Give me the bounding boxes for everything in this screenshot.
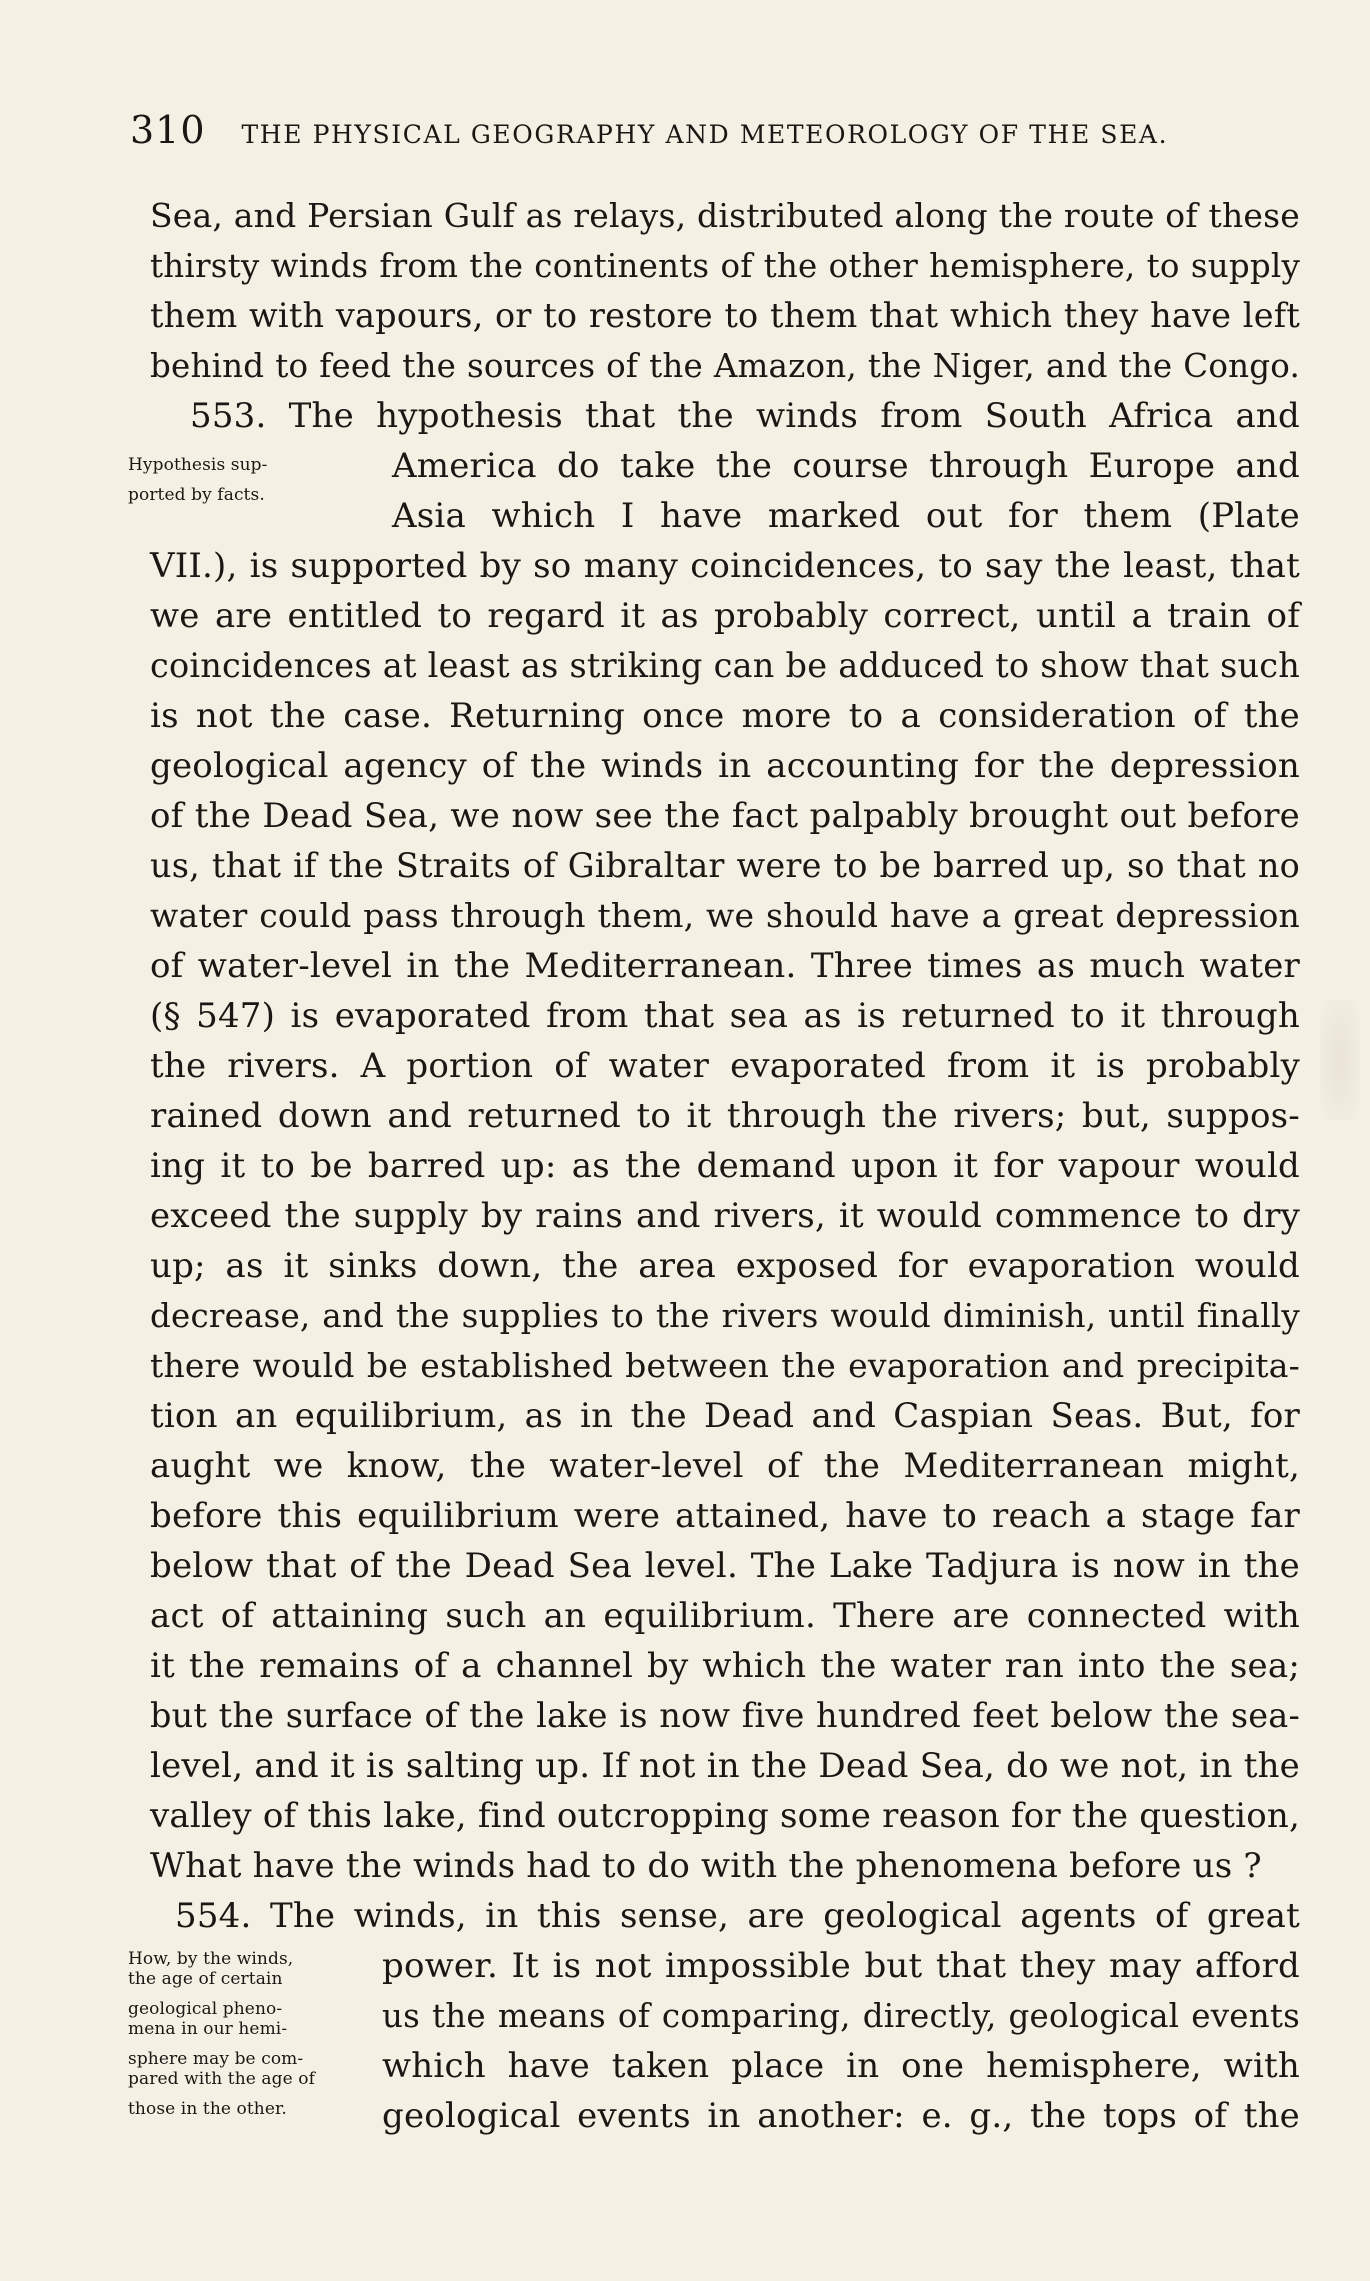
- body-line: below that of the Dead Sea level. The Lake Tadjura is now in the: [150, 1546, 1300, 1586]
- body-line: level, and it is salting up. If not in the Dead Sea, do we not, in the: [150, 1746, 1300, 1786]
- body-line: geological events in another: e. g., the tops of the: [382, 2096, 1300, 2136]
- body-line: before this equilibrium were attained, have to reach a stage far: [150, 1496, 1300, 1536]
- body-line: rained down and returned to it through the rivers; but, suppos-: [150, 1096, 1300, 1136]
- body-line: decrease, and the supplies to the rivers would diminish, until finally: [150, 1297, 1300, 1335]
- body-line: America do take the course through Europe and: [392, 446, 1300, 486]
- body-line: it the remains of a channel by which the water ran into the sea;: [150, 1646, 1300, 1686]
- body-line: we are entitled to regard it as probably correct, until a train of: [150, 596, 1300, 636]
- body-line: the rivers. A portion of water evaporated from it is probably: [150, 1046, 1300, 1086]
- body-line: of the Dead Sea, we now see the fact palpably brought out before: [150, 796, 1300, 836]
- body-line: power. It is not impossible but that they may afford: [382, 1946, 1300, 1986]
- side-note-line: geological pheno-: [128, 1999, 283, 2019]
- body-line: water could pass through them, we should have a great depression: [150, 896, 1300, 935]
- body-line: (§ 547) is evaporated from that sea as is returned to it through: [150, 996, 1300, 1036]
- side-note-line: pared with the age of: [128, 2069, 316, 2089]
- side-note-line: those in the other.: [128, 2099, 287, 2119]
- body-line: us the means of comparing, directly, geological events: [382, 1997, 1300, 2035]
- side-note-line: mena in our hemi-: [128, 2019, 288, 2039]
- body-line: but the surface of the lake is now five hundred feet below the sea-: [150, 1696, 1300, 1735]
- body-line: valley of this lake, find outcropping some reason for the question,: [150, 1796, 1300, 1836]
- body-line: exceed the supply by rains and rivers, it would commence to dry: [150, 1196, 1300, 1236]
- body-line: 553. The hypothesis that the winds from South Africa and: [190, 396, 1300, 436]
- body-line: VII.), is supported by so many coincidences, to say the least, that: [150, 546, 1300, 586]
- side-note-line: sphere may be com-: [128, 2049, 304, 2069]
- side-note-line: How, by the winds,: [128, 1949, 294, 1969]
- body-line: geological agency of the winds in accounting for the depression: [150, 746, 1300, 786]
- body-line: coincidences at least as striking can be adduced to show that such: [150, 646, 1300, 685]
- body-line: Asia which I have marked out for them (Plate: [392, 496, 1300, 536]
- body-line: them with vapours, or to restore to them that which they have left: [150, 296, 1300, 335]
- body-line: up; as it sinks down, the area exposed for evaporation would: [150, 1246, 1300, 1286]
- body-line: which have taken place in one hemisphere, with: [382, 2046, 1300, 2086]
- body-line: is not the case. Returning once more to a consideration of the: [150, 696, 1300, 736]
- body-line: tion an equilibrium, as in the Dead and Caspian Seas. But, for: [150, 1396, 1300, 1436]
- body-line: Sea, and Persian Gulf as relays, distributed along the route of these: [150, 196, 1300, 235]
- side-note-line: the age of certain: [128, 1969, 283, 1989]
- body-line: behind to feed the sources of the Amazon, the Niger, and the Congo.: [150, 347, 1300, 385]
- body-line: of water-level in the Mediterranean. Three times as much water: [150, 946, 1300, 986]
- body-line: What have the winds had to do with the phenomena before us ?: [150, 1846, 1262, 1886]
- paper-smudge: [1320, 1000, 1360, 1120]
- side-note-line: ported by facts.: [128, 485, 265, 505]
- body-line: ing it to be barred up: as the demand upon it for vapour would: [150, 1146, 1300, 1186]
- page-number: 310: [130, 108, 206, 152]
- side-note-line: Hypothesis sup-: [128, 455, 268, 475]
- body-line: thirsty winds from the continents of the other hemisphere, to supply: [150, 247, 1300, 285]
- body-line: aught we know, the water-level of the Mediterranean might,: [150, 1446, 1300, 1486]
- body-line: there would be established between the evaporation and precipita-: [150, 1346, 1300, 1385]
- body-line: us, that if the Straits of Gibraltar were to be barred up, so that no: [150, 846, 1300, 885]
- page-header: [130, 108, 1240, 158]
- body-line: act of attaining such an equilibrium. There are connected with: [150, 1596, 1300, 1636]
- body-line: 554. The winds, in this sense, are geological agents of great: [175, 1896, 1300, 1936]
- running-head: THE PHYSICAL GEOGRAPHY AND METEOROLOGY OF THE SEA.: [241, 120, 1169, 149]
